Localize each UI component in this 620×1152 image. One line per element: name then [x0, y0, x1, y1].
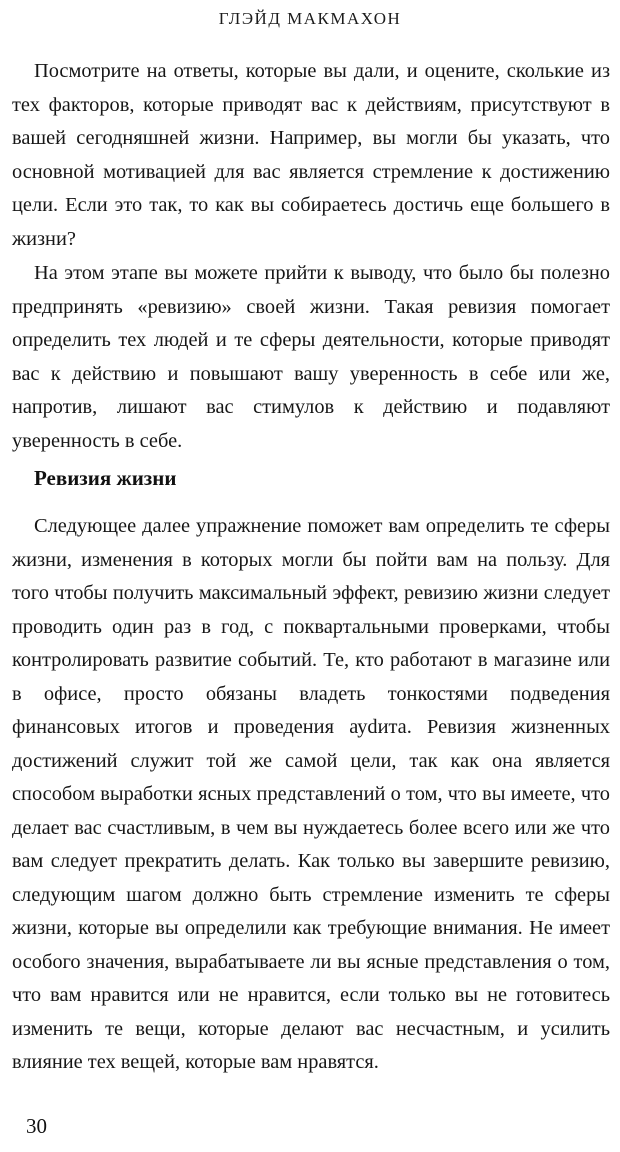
paragraph-2	[12, 257, 610, 458]
paragraph-1	[12, 55, 610, 256]
running-head: ГЛЭЙД МАКМАХОН	[218, 9, 402, 28]
paragraph-3-text: Следующее далее упражнение поможет вам определить те сферы жизни, изменения в которых могли бы пойти вам на пользу. Для того чтобы получить максимальный эффект, ревизию жизни следует проводить один раз в год, с поквартальными проверками, чтобы контролировать развитие событий. Те, кто работают в магазине или в офисе, просто обязаны владеть тонкостями подведения финансовых итогов и проведения ауdита. Ревизия жизненных достижений служит той же самой цели, так как она является способом выработки ясных представлений о том, что вы имеете, что делает вас счастливым, в чем вы нуждаетесь более всего или же что вам следует прекратить делать. Как только вы завершите ревизию, следующим шагом должно быть стремление изменить те сферы жизни, которые вы определили как требующие внимания. Не имеет особого значения, вырабатываете ли вы ясные представления о том, что вам нравится или не нравится, если только вы не готовитесь изменить те вещи, которые делают вас несчастным, и усилить влияние тех вещей, которые вам нравятся.	[12, 515, 610, 1073]
paragraph-1-text: Посмотрите на ответы, которые вы дали, и оцените, сколькие из тех факторов, которые приводят вас к действиям, присутствуют в вашей сегодняшней жизни. Например, вы могли бы указать, что основной мотивацией для вас является стремление к достижению цели. Если это так, то как вы собираетесь достичь еще большего в жизни?	[12, 60, 610, 250]
paragraph-2-text: На этом этапе вы можете прийти к выводу, что было бы полезно предпринять «ревизию» своей жизни. Такая ревизия помогает определить тех людей и те сферы деятельности, которые приводят вас к действию и повышают вашу уверенность в себе или же, напротив, лишают вас стимулов к действию и подавляют уверенность в себе.	[12, 262, 610, 452]
section-heading: Ревизия жизни	[34, 466, 177, 490]
paragraph-3	[12, 510, 610, 1080]
page-number: 30	[26, 1114, 47, 1138]
